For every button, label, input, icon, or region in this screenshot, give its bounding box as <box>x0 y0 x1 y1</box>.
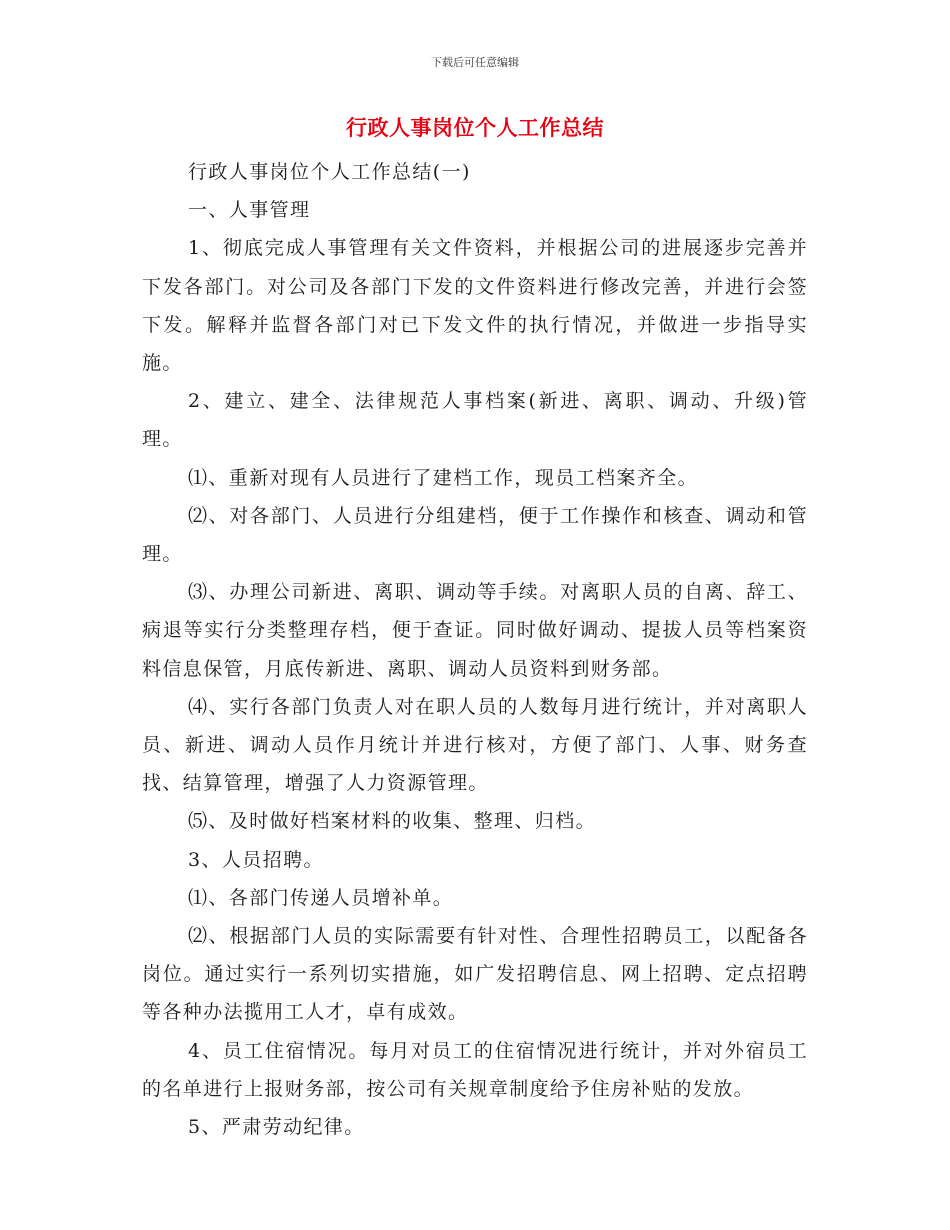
paragraph: ⑷、实行各部门负责人对在职人员的人数每月进行统计，并对离职人员、新进、调动人员作月统计并进行核对，方便了部门、人事、财务查找、结算管理，增强了人力资源管理。 <box>142 695 808 795</box>
paragraph: ⑵、根据部门人员的实际需要有针对性、合理性招聘员工，以配备各岗位。通过实行一系列切实措施，如广发招聘信息、网上招聘、定点招聘等各种办法揽用工人才，卓有成效。 <box>142 925 808 1024</box>
document-body <box>142 153 808 1146</box>
paragraph: ⑴、重新对现有人员进行了建档工作，现员工档案齐全。 <box>188 466 699 489</box>
paragraph: 3、人员招聘。 <box>188 848 324 871</box>
paragraph: 4、员工住宿情况。每月对员工的住宿情况进行统计，并对外宿员工的名单进行上报财务部，按公司有关规章制度给予住房补贴的发放。 <box>142 1039 808 1100</box>
paragraph: ⑴、各部门传递人员增补单。 <box>188 886 454 909</box>
paragraph: 2、建立、建全、法律规范人事档案(新进、离职、调动、升级)管理。 <box>142 390 808 451</box>
paragraph: ⑶、办理公司新进、离职、调动等手续。对离职人员的自离、辞工、病退等实行分类整理存档，便于查证。同时做好调动、提拔人员等档案资料信息保管，月底传新进、离职、调动人员资料到财务部。 <box>142 581 808 680</box>
paragraph: 5、严肃劳动纪律。 <box>188 1116 365 1139</box>
paragraph: ⑸、及时做好档案材料的收集、整理、归档。 <box>188 810 597 833</box>
header-note: 下载后可任意编辑 <box>431 56 519 69</box>
paragraph: 1、彻底完成人事管理有关文件资料，并根据公司的进展逐步完善并下发各部门。对公司及各部门下发的文件资料进行修改完善，并进行会签下发。解释并监督各部门对已下发文件的执行情况，并做进一步指导实施。 <box>142 237 808 375</box>
paragraph: 行政人事岗位个人工作总结(一) <box>188 161 471 183</box>
paragraph: 一、人事管理 <box>188 199 311 222</box>
document-title: 行政人事岗位个人工作总结 <box>346 116 604 140</box>
paragraph: ⑵、对各部门、人员进行分组建档，便于工作操作和核查、调动和管理。 <box>142 504 808 566</box>
